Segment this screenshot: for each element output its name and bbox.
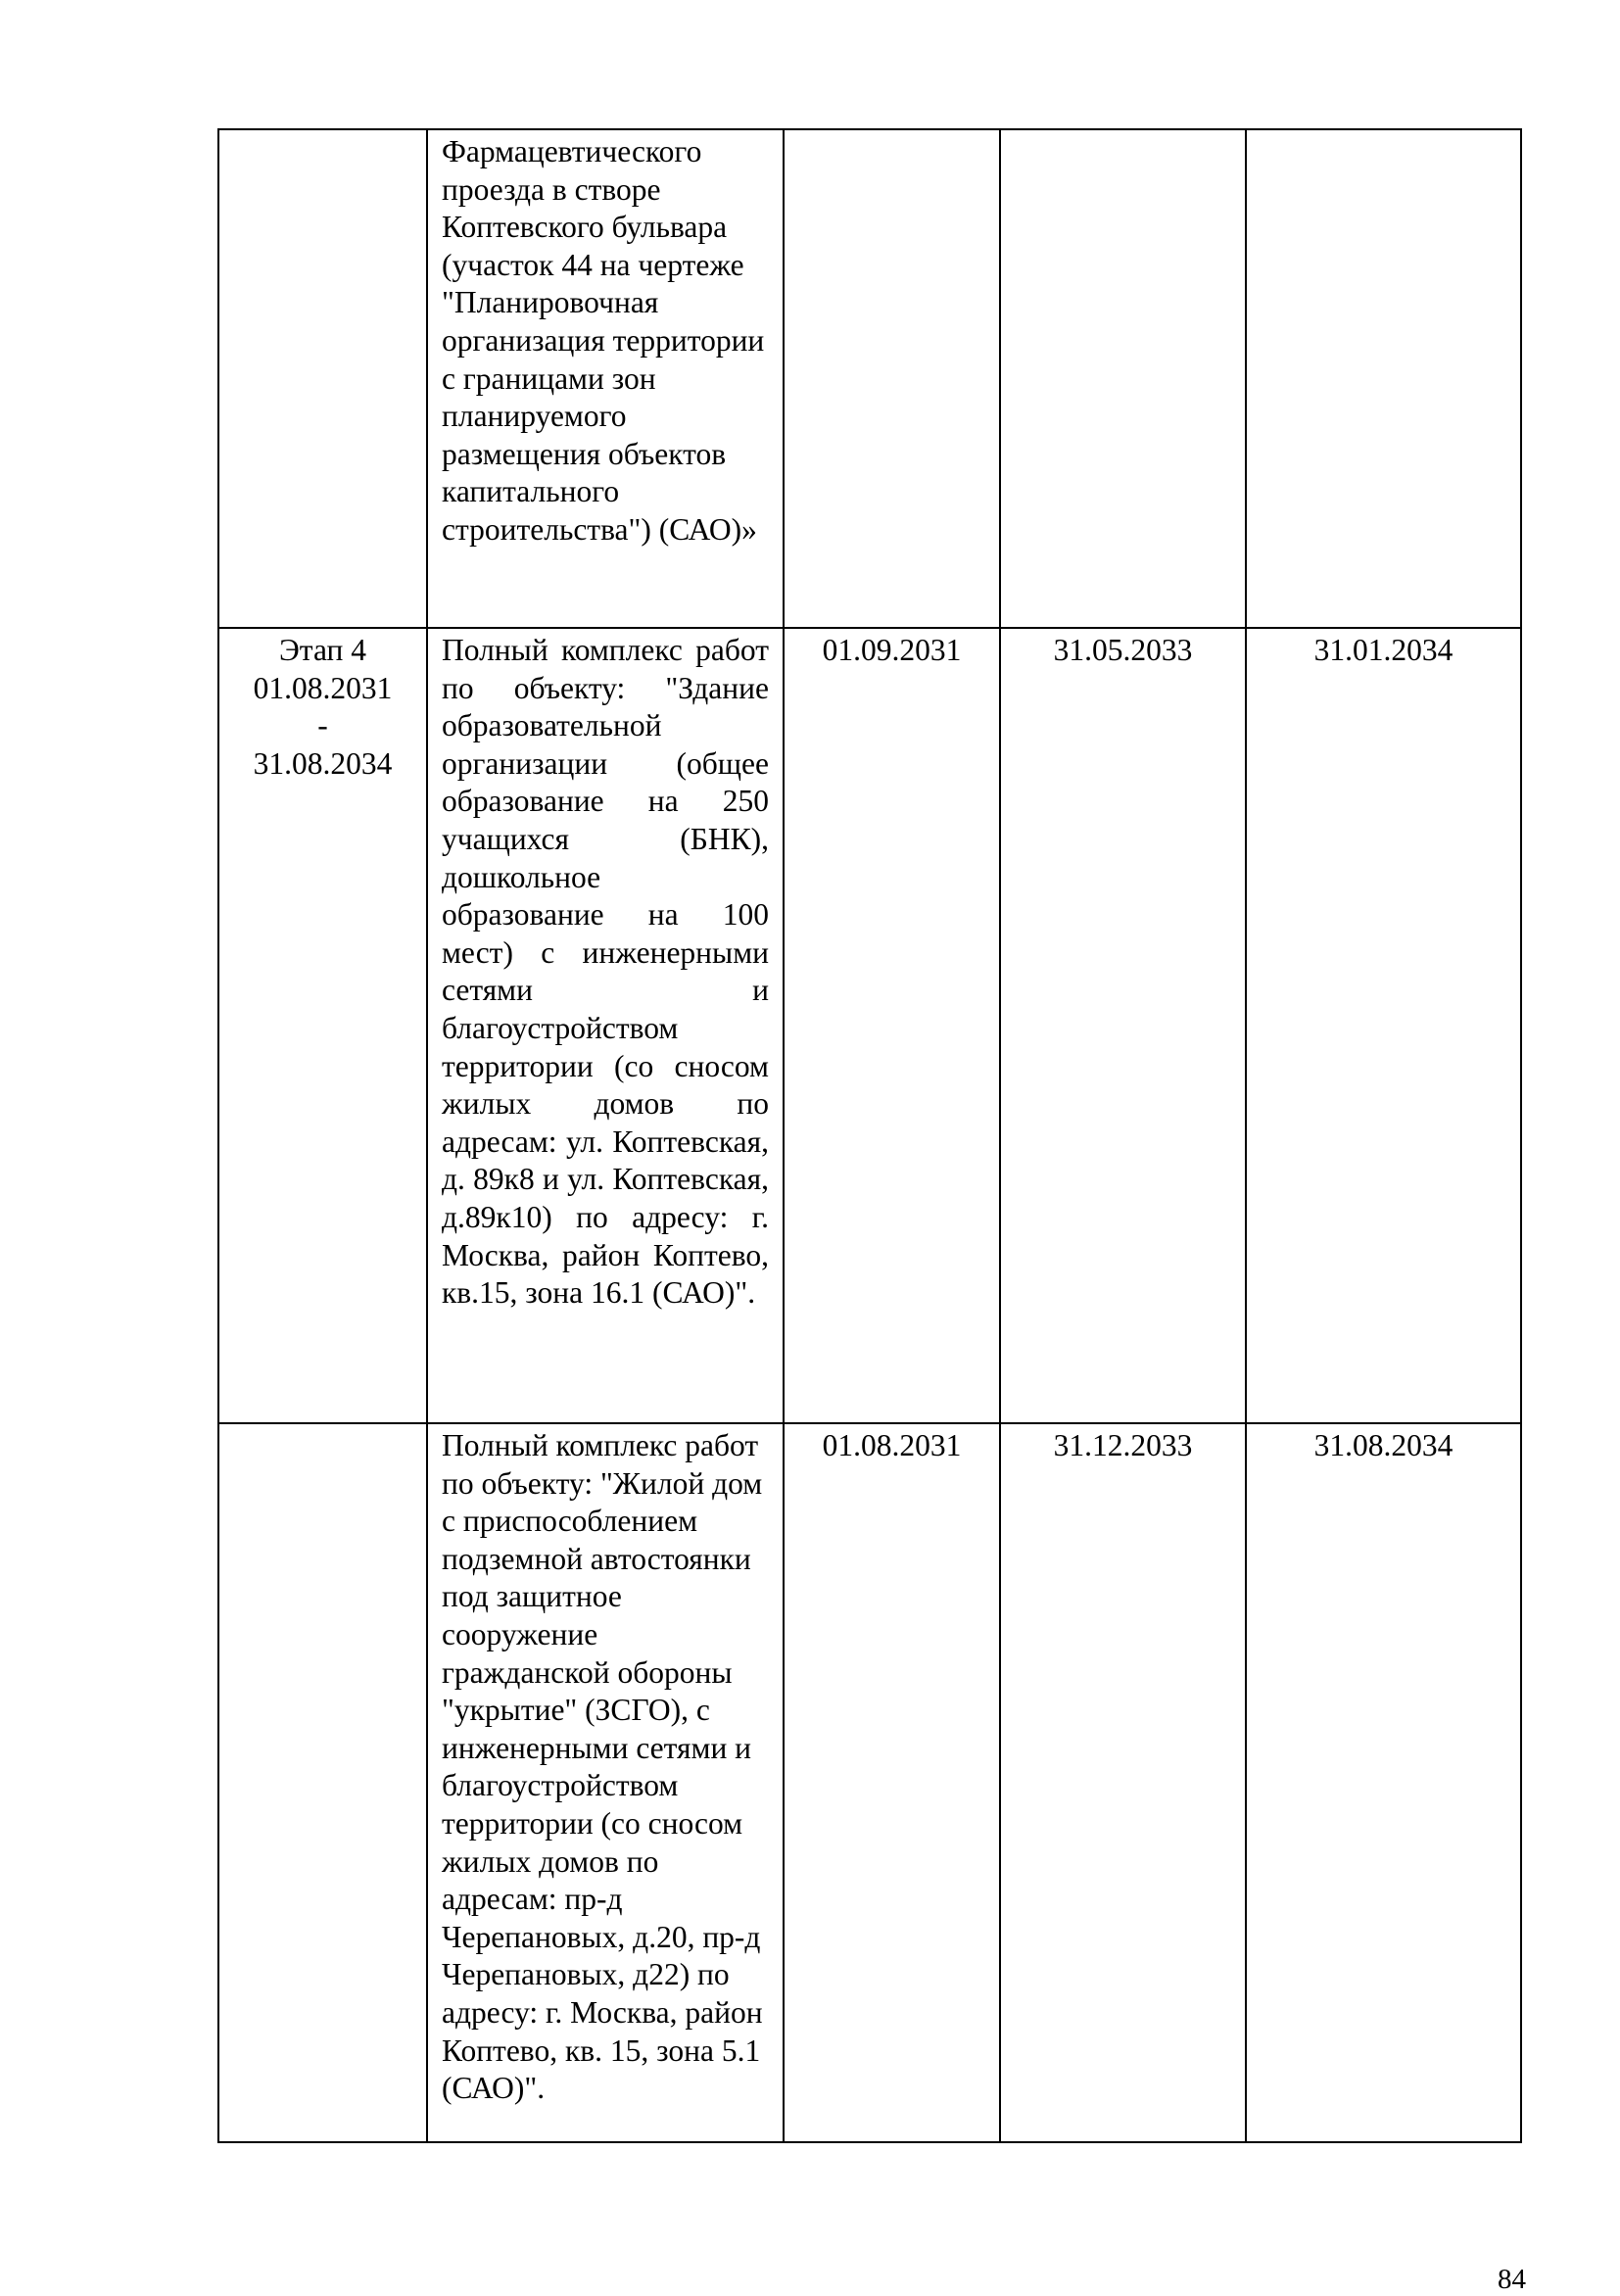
date-cell-2 <box>1000 129 1246 628</box>
date-cell-1: 01.08.2031 <box>784 1423 1000 2142</box>
stage-date-separator: - <box>317 708 328 743</box>
work-description-cell: Фармацевтического проезда в створе Коптевского бульвара (участок 44 на чертеже "Планировочная организация территории с границами зон планируемого размещения объектов капитального строительства") (САО)» <box>427 129 784 628</box>
table-row <box>218 1423 1521 2142</box>
stage-cell <box>218 628 427 1423</box>
work-description-cell: Полный комплекс работ по объекту: "Здание образовательной организации (общее образование на 250 учащихся (БНК), дошкольное образование на 100 мест) с инженерными сетями и благоустройством территории (со сносом жилых домов по адресам: ул. Коптевская, д. 89к8 и ул. Коптевская, д.89к10) по адресу: г. Москва, район Коптево, кв.15, зона 16.1 (САО)". <box>427 628 784 1423</box>
date-cell-2: 31.05.2033 <box>1000 628 1246 1423</box>
date-cell-3: 31.08.2034 <box>1246 1423 1521 2142</box>
date-cell-3 <box>1246 129 1521 628</box>
page-number: 84 <box>1498 2264 1526 2295</box>
table-row <box>218 129 1521 628</box>
stage-end-date: 31.08.2034 <box>253 745 393 781</box>
stage-start-date: 01.08.2031 <box>253 670 393 705</box>
date-cell-1: 01.09.2031 <box>784 628 1000 1423</box>
date-cell-3: 31.01.2034 <box>1246 628 1521 1423</box>
stage-cell <box>218 1423 427 2142</box>
stage-cell <box>218 129 427 628</box>
stage-label: Этап 4 <box>279 633 366 667</box>
table-row <box>218 628 1521 1423</box>
date-cell-1 <box>784 129 1000 628</box>
date-cell-2: 31.12.2033 <box>1000 1423 1246 2142</box>
schedule-table <box>217 128 1522 2143</box>
work-description-cell: Полный комплекс работ по объекту: "Жилой дом с приспособлением подземной автостоянки под защитное сооружение гражданской обороны "укрытие" (ЗСГО), с инженерными сетями и благоустройством территории (со сносом жилых домов по адресам: пр-д Черепановых, д.20, пр-д Черепановых, д22) по адресу: г. Москва, район Коптево, кв. 15, зона 5.1 (САО)". <box>427 1423 784 2142</box>
